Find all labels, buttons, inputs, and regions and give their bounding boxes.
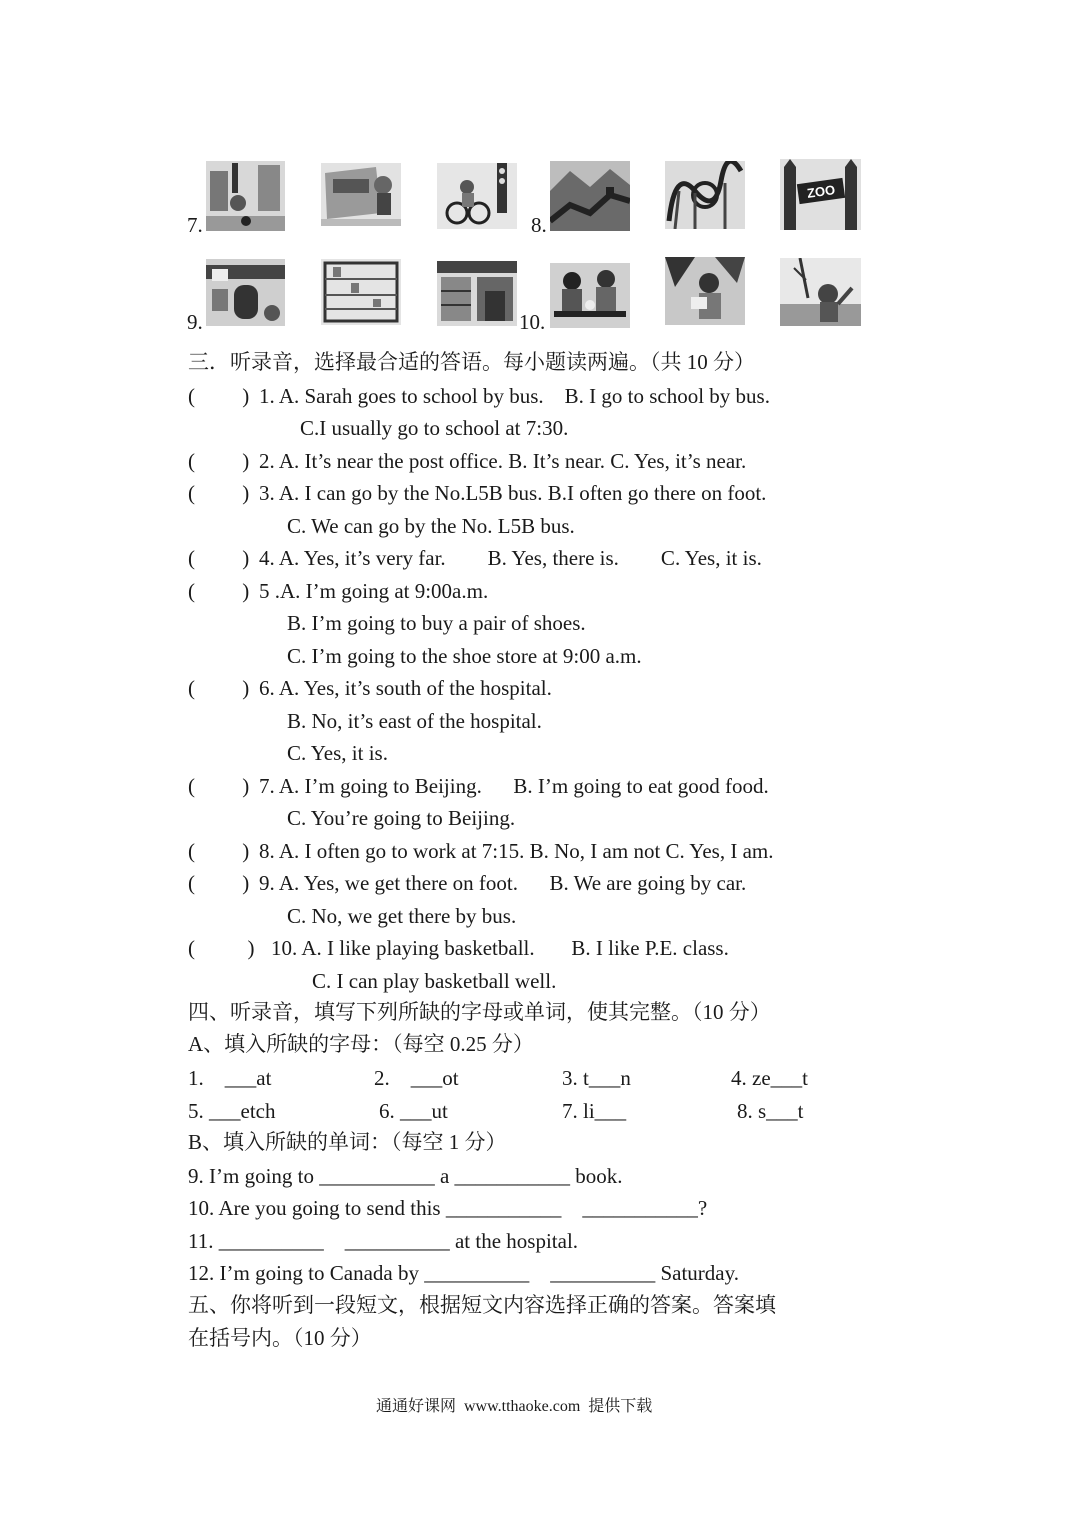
letter-item-2: 2. ___ot xyxy=(374,1066,459,1090)
zoo-sign-text: ZOO xyxy=(806,182,837,201)
post-office-picture xyxy=(206,259,285,326)
question-4-bracket: ( ) xyxy=(188,546,250,570)
question-10-bracket: ( ) xyxy=(188,936,255,960)
girl-reading-picture xyxy=(665,257,745,325)
question-7-line-1: 7. A. I’m going to Beijing. B. I’m going to eat good food. xyxy=(259,774,769,798)
section-4-heading: 四、听录音，填写下列所缺的字母或单词，使其完整。（10 分） xyxy=(188,1000,771,1024)
question-9-bracket: ( ) xyxy=(188,871,250,895)
sentence-12: 12. I’m going to Canada by __________ __________ Saturday. xyxy=(188,1261,739,1285)
question-9-line-1: 9. A. Yes, we get there on foot. B. We are going by car. xyxy=(259,871,747,895)
people-at-table-picture xyxy=(550,263,630,328)
question-3-line-2: C. We can go by the No. L5B bus. xyxy=(287,514,575,538)
letter-item-8: 8. s___t xyxy=(737,1099,804,1123)
zoo-gate-picture xyxy=(780,159,861,230)
sentence-11: 11. __________ __________ at the hospital. xyxy=(188,1229,579,1253)
question-2-bracket: ( ) xyxy=(188,449,250,473)
question-7-label: 7. xyxy=(187,213,203,237)
question-5-line-2: B. I’m going to buy a pair of shoes. xyxy=(287,611,586,635)
question-3-line-1: 3. A. I can go by the No.L5B bus. B.I often go there on foot. xyxy=(259,481,767,505)
question-9-line-2: C. No, we get there by bus. xyxy=(287,904,517,928)
shop-front-picture xyxy=(437,261,517,326)
roller-coaster-picture xyxy=(665,161,745,229)
great-wall-picture xyxy=(550,161,630,231)
question-10-label: 10. xyxy=(519,310,546,334)
traffic-light-bike-picture xyxy=(437,163,517,229)
letter-item-7: 7. li___ xyxy=(562,1099,627,1123)
footer-text: 通通好课网 www.tthaoke.com 提供下载 xyxy=(376,1398,653,1415)
part-b-heading: B、填入所缺的单词：（每空 1 分） xyxy=(188,1130,507,1154)
part-a-heading: A、填入所缺的字母：（每空 0.25 分） xyxy=(188,1032,534,1056)
section-5-heading-line-2: 在括号内。（10 分） xyxy=(188,1326,372,1350)
question-2-line-1: 2. A. It’s near the post office. B. It’s near. C. Yes, it’s near. xyxy=(259,449,747,473)
question-3-bracket: ( ) xyxy=(188,481,250,505)
question-10-line-1: 10. A. I like playing basketball. B. I like P.E. class. xyxy=(271,936,729,960)
child-waving-picture xyxy=(780,258,861,326)
letter-item-6: 6. ___ut xyxy=(379,1099,448,1123)
question-1-line-2: C.I usually go to school at 7:30. xyxy=(300,416,569,440)
question-6-line-1: 6. A. Yes, it’s south of the hospital. xyxy=(259,676,552,700)
question-6-line-2: B. No, it’s east of the hospital. xyxy=(287,709,542,733)
street-scene-picture xyxy=(206,161,285,231)
sentence-10: 10. Are you going to send this ___________ ___________? xyxy=(188,1196,708,1220)
sentence-9: 9. I’m going to ___________ a ___________ book. xyxy=(188,1164,623,1188)
letter-item-1: 1. ___at xyxy=(188,1066,272,1090)
question-4-line-1: 4. A. Yes, it’s very far. B. Yes, there is. C. Yes, it is. xyxy=(259,546,762,570)
question-1-line-1: 1. A. Sarah goes to school by bus. B. I go to school by bus. xyxy=(259,384,770,408)
shelves-store-picture xyxy=(321,259,401,325)
question-7-line-2: C. You’re going to Beijing. xyxy=(287,806,516,830)
question-5-bracket: ( ) xyxy=(188,579,250,603)
section-3-heading: 三．听录音，选择最合适的答语。每小题读两遍。（共 10 分） xyxy=(188,350,755,374)
question-6-line-3: C. Yes, it is. xyxy=(287,741,388,765)
question-8-label: 8. xyxy=(531,213,547,237)
letter-item-3: 3. t___n xyxy=(562,1066,631,1090)
letter-item-5: 5. ___etch xyxy=(188,1099,276,1123)
section-5-heading-line-1: 五、你将听到一段短文，根据短文内容选择正确的答案。答案填 xyxy=(188,1293,776,1317)
question-8-bracket: ( ) xyxy=(188,839,250,863)
question-5-line-1: 5 .A. I’m going at 9:00a.m. xyxy=(259,579,489,603)
question-6-bracket: ( ) xyxy=(188,676,250,700)
question-9-label: 9. xyxy=(187,310,203,334)
question-8-line-1: 8. A. I often go to work at 7:15. B. No, I am not C. Yes, I am. xyxy=(259,839,774,863)
shop-boy-picture xyxy=(321,163,401,226)
question-5-line-3: C. I’m going to the shoe store at 9:00 a.m. xyxy=(287,644,642,668)
letter-item-4: 4. ze___t xyxy=(731,1066,808,1090)
question-10-line-2: C. I can play basketball well. xyxy=(312,969,557,993)
question-7-bracket: ( ) xyxy=(188,774,250,798)
question-1-bracket: ( ) xyxy=(188,384,250,408)
